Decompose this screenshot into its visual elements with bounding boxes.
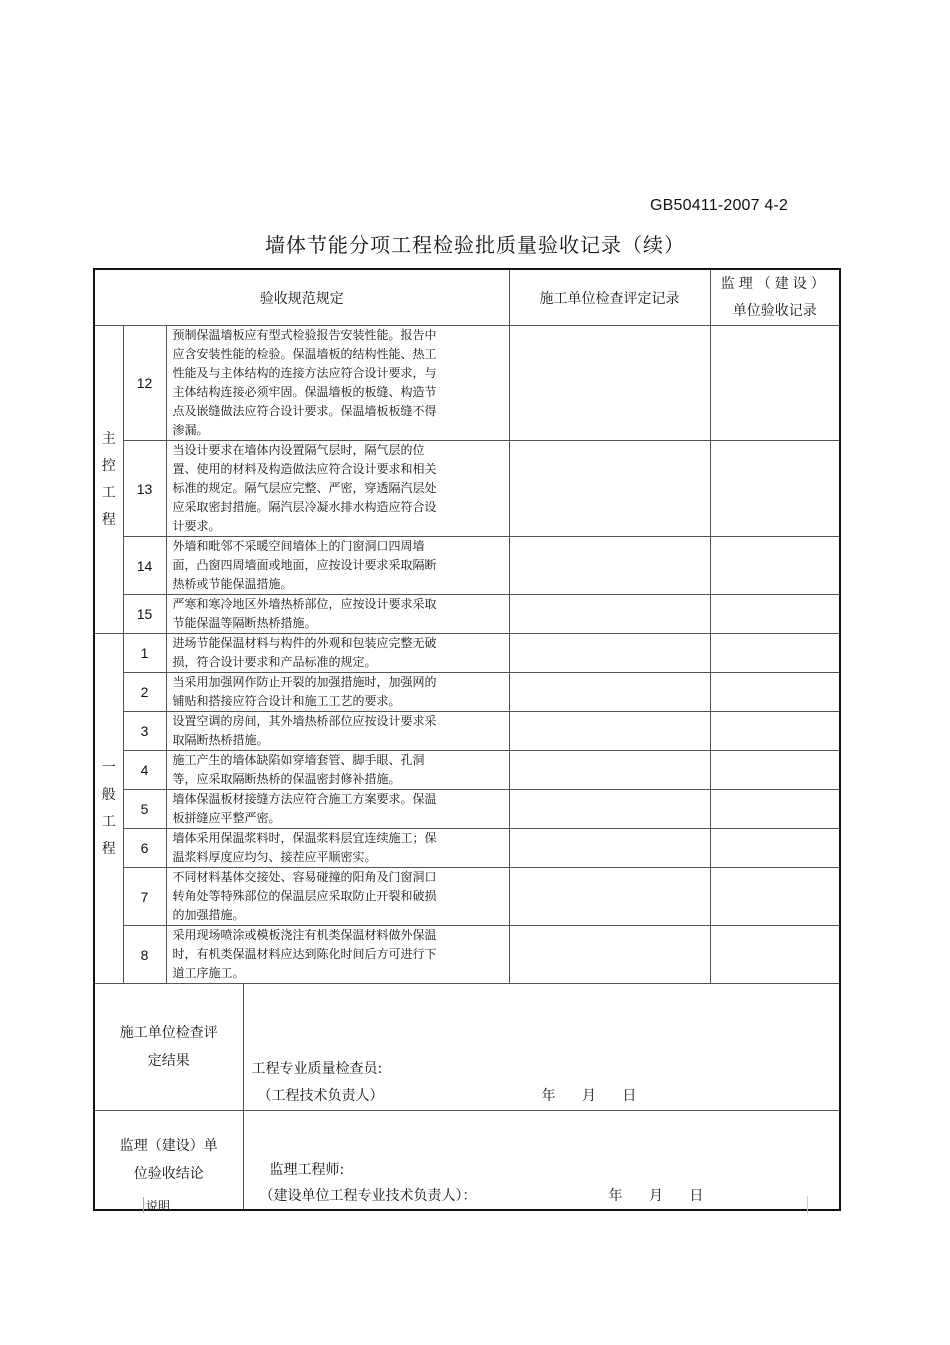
table-row: [94, 441, 840, 537]
standard-code: GB50411-2007 4-2: [650, 197, 789, 214]
general-group-label-char: 般: [101, 786, 116, 803]
requirement-line: 墙体保温板材接缝方法应符合施工方案要求。保温: [172, 792, 437, 806]
item-requirement: [166, 441, 509, 537]
requirement-line: 温浆料厚度应均匀、接茬应平顺密实。: [172, 850, 377, 864]
requirement-line: 取隔断热桥措施。: [172, 733, 269, 747]
requirement-line: 施工产生的墙体缺陷如穿墙套管、脚手眼、孔洞: [172, 753, 425, 767]
item-number: 14: [123, 537, 166, 595]
requirement-line: 当设计要求在墙体内设置隔气层时，隔气层的位: [172, 443, 425, 457]
requirement-line: 道工序施工。: [172, 966, 245, 980]
supervisor-date: 年 月 日: [608, 1188, 704, 1204]
requirement-line: 时，有机类保温材料应达到陈化时间后方可进行下: [172, 947, 437, 961]
contractor-record-cell[interactable]: [509, 712, 710, 751]
requirement-line: 墙体采用保温浆料时，保温浆料层宜连续施工；保: [172, 831, 437, 845]
supervisor-header: [710, 269, 840, 326]
main-control-group-label-char: 主: [101, 430, 116, 447]
table-row: [94, 790, 840, 829]
supervisor-record-cell[interactable]: [710, 829, 840, 868]
table-row: [94, 634, 840, 673]
supervisor-record-cell[interactable]: [710, 634, 840, 673]
item-requirement: [166, 926, 509, 984]
quality-inspector-label: 工程专业质量检查员:: [251, 1061, 383, 1077]
contractor-record-cell[interactable]: [509, 537, 710, 595]
header-row: [94, 269, 840, 326]
requirement-line: 渗漏。: [172, 423, 209, 437]
requirement-line: 节能保温等隔断热桥措施。: [172, 616, 317, 630]
supervisor-result-label: [94, 1111, 243, 1210]
technical-lead-label: （工程技术负责人）: [257, 1088, 384, 1104]
supervisor-result-row: [94, 1111, 840, 1210]
owner-technical-lead-label: （建设单位工程专业技术负责人）：: [259, 1188, 477, 1204]
item-requirement: [166, 634, 509, 673]
requirement-line: 采用现场喷涂或模板浇注有机类保温材料做外保温: [172, 928, 437, 942]
requirement-line: 预制保温墙板应有型式检验报告安装性能。报告中: [172, 328, 437, 342]
item-number: 8: [123, 926, 166, 984]
supervisor-record-cell[interactable]: [710, 673, 840, 712]
supervisor-record-cell[interactable]: [710, 712, 840, 751]
supervisor-record-cell[interactable]: [710, 868, 840, 926]
requirement-line: 不同材料基体交接处、容易碰撞的阳角及门窗洞口: [172, 870, 437, 884]
contractor-result-label-line1: 施工单位检查评: [119, 1025, 218, 1041]
item-requirement: [166, 326, 509, 441]
contractor-record-cell[interactable]: [509, 829, 710, 868]
contractor-result-area[interactable]: [243, 984, 840, 1111]
supervisor-record-cell[interactable]: [710, 926, 840, 984]
requirement-line: 应采取密封措施。隔汽层冷凝水排水构造应符合设: [172, 500, 437, 514]
contractor-result-label-line2: 定结果: [147, 1053, 190, 1069]
acceptance-table: [93, 268, 841, 1211]
item-requirement: [166, 712, 509, 751]
page-title: 墙体节能分项工程检验批质量验收记录（续）: [265, 233, 685, 257]
contractor-record-cell[interactable]: [509, 326, 710, 441]
table-row: [94, 868, 840, 926]
item-number: 1: [123, 634, 166, 673]
contractor-record-cell[interactable]: [509, 868, 710, 926]
contractor-record-cell[interactable]: [509, 751, 710, 790]
contractor-result-label: [94, 984, 243, 1111]
requirement-line: 严寒和寒冷地区外墙热桥部位，应按设计要求采取: [172, 597, 437, 611]
requirement-line: 当采用加强网作防止开裂的加强措施时，加强网的: [172, 675, 437, 689]
requirement-line: 进场节能保温材料与构件的外观和包装应完整无破: [172, 636, 437, 650]
requirement-line: 外墙和毗邻不采暖空间墙体上的门窗洞口四周墙: [172, 539, 425, 553]
requirement-line: 性能及与主体结构的连接方法应符合设计要求，与: [172, 366, 437, 380]
item-number: 7: [123, 868, 166, 926]
table-row: [94, 595, 840, 634]
contractor-record-cell[interactable]: [509, 790, 710, 829]
contractor-record-cell[interactable]: [509, 634, 710, 673]
item-number: 3: [123, 712, 166, 751]
requirement-line: 热桥或节能保温措施。: [172, 577, 293, 591]
requirement-line: 损，符合设计要求和产品标准的规定。: [172, 655, 377, 669]
main-control-group-label: [94, 326, 123, 634]
requirement-line: 计要求。: [172, 519, 221, 533]
contractor-result-row: [94, 984, 840, 1111]
table-row: [94, 712, 840, 751]
general-group-label-char: 程: [101, 840, 116, 857]
table-row: [94, 673, 840, 712]
supervisor-result-area[interactable]: [243, 1111, 840, 1210]
main-control-group-label-char: 控: [101, 457, 116, 474]
table-row: [94, 926, 840, 984]
item-requirement: [166, 829, 509, 868]
item-requirement: [166, 751, 509, 790]
requirement-line: 转角处等特殊部位的保温层应采取防止开裂和破损: [172, 889, 437, 903]
contractor-date: 年 月 日: [541, 1088, 637, 1104]
contractor-record-cell[interactable]: [509, 673, 710, 712]
supervisor-record-cell[interactable]: [710, 326, 840, 441]
requirement-line: 应含安装性能的检验。保温墙板的结构性能、热工: [172, 347, 437, 361]
requirement-line: 板拼缝应平整严密。: [172, 811, 281, 825]
item-number: 2: [123, 673, 166, 712]
main-control-group-label-char: 程: [101, 511, 116, 528]
table-row: [94, 829, 840, 868]
general-group-label-char: 工: [101, 813, 116, 830]
general-group-label: [94, 634, 123, 984]
supervising-engineer-label: 监理工程师:: [269, 1162, 345, 1178]
item-requirement: [166, 595, 509, 634]
supervisor-result-label-line2: 位验收结论: [133, 1165, 204, 1182]
requirement-line: 面，凸窗四周墙面或地面，应按设计要求采取隔断: [172, 558, 437, 572]
item-number: 5: [123, 790, 166, 829]
table-row: [94, 751, 840, 790]
contractor-record-cell[interactable]: [509, 595, 710, 634]
requirement-line: 的加强措施。: [172, 908, 245, 922]
requirement-line: 标准的规定。隔气层应完整、严密，穿透隔汽层处: [172, 481, 437, 495]
item-requirement: [166, 673, 509, 712]
contractor-record-cell[interactable]: [509, 926, 710, 984]
spec-header: 验收规范规定: [94, 269, 509, 326]
item-number: 15: [123, 595, 166, 634]
table-row: [94, 326, 840, 441]
requirement-line: 等，应采取隔断热桥的保温密封修补措施。: [172, 772, 401, 786]
general-group-label-char: 一: [101, 759, 116, 776]
supervisor-record-cell[interactable]: [710, 537, 840, 595]
supervisor-record-cell[interactable]: [710, 441, 840, 537]
main-control-group-label-char: 工: [101, 484, 116, 501]
requirement-line: 铺贴和搭接应符合设计和施工工艺的要求。: [172, 694, 401, 708]
item-number: 6: [123, 829, 166, 868]
supervisor-record-cell[interactable]: [710, 790, 840, 829]
item-number: 13: [123, 441, 166, 537]
supervisor-result-label-line1: 监理（建设）单: [119, 1137, 218, 1154]
footer-note: 说明: [143, 1197, 170, 1213]
item-number: 12: [123, 326, 166, 441]
contractor-record-cell[interactable]: [509, 441, 710, 537]
requirement-line: 主体结构连接必须牢固。保温墙板的板缝、构造节: [172, 385, 437, 399]
contractor-header: 施工单位检查评定记录: [509, 269, 710, 326]
requirement-line: 设置空调的房间，其外墙热桥部位应按设计要求采: [172, 714, 437, 728]
item-requirement: [166, 790, 509, 829]
supervisor-header-line1: 监理（建设）: [720, 275, 829, 292]
requirement-line: 置、使用的材料及构造做法应符合设计要求和相关: [172, 462, 437, 476]
item-number: 4: [123, 751, 166, 790]
supervisor-header-line2: 单位验收记录: [732, 302, 817, 319]
footer-rule: [807, 1196, 808, 1214]
supervisor-record-cell[interactable]: [710, 751, 840, 790]
table-row: [94, 537, 840, 595]
supervisor-record-cell[interactable]: [710, 595, 840, 634]
item-requirement: [166, 868, 509, 926]
requirement-line: 点及嵌缝做法应符合设计要求。保温墙板板缝不得: [172, 404, 437, 418]
item-requirement: [166, 537, 509, 595]
